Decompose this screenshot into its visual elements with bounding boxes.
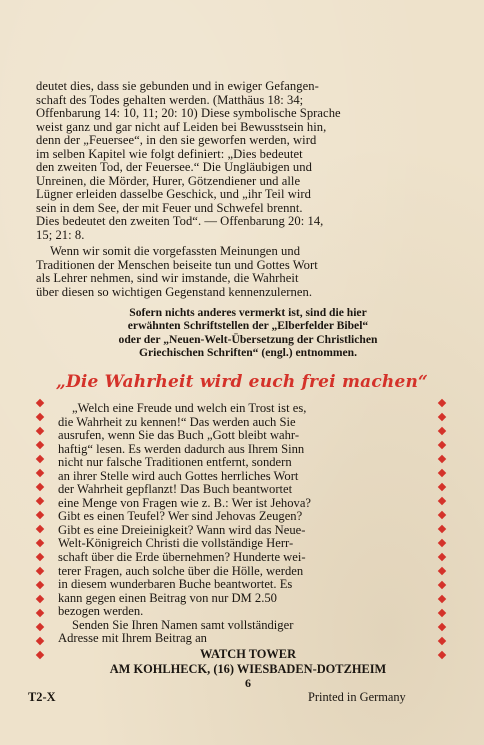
text-line: weist ganz und gar nicht auf Leiden bei Bewusstsein hin, (36, 119, 327, 134)
text-line: Gibt es einen Teufel? Wer sind Jehovas Zeugen? (58, 509, 303, 524)
text-line: deutet dies, dass sie gebunden und in ewiger Gefangen- (36, 79, 319, 93)
left-decorative-dots (37, 400, 45, 665)
decorative-dot (438, 427, 446, 435)
document-code: T2-X (28, 690, 56, 704)
text-line: sein in dem See, der mit Feuer und Schwefel brennt. (36, 200, 303, 215)
decorative-dot (36, 623, 44, 631)
text-line: die Wahrheit zu kennen!“ Das werden auch Sie (58, 414, 296, 429)
text-line: der Wahrheit gepflanzt! Das Buch beantwortet (58, 482, 293, 497)
page-number: 6 (245, 676, 251, 690)
decorative-dot (36, 539, 44, 547)
paragraph-2 (36, 245, 460, 299)
text-line: Lügner erleiden dasselbe Geschick, und „ihr Teil wird (36, 187, 312, 202)
text-line: schaft des Todes gehalten werden. (Matthäus 18: 34; (36, 92, 304, 107)
decorative-dot (36, 637, 44, 645)
decorative-dot (438, 497, 446, 505)
decorative-dot (438, 455, 446, 463)
text-line: den zweiten Tod, der Feuersee.“ Die Ungläubigen und (36, 160, 312, 175)
decorative-dot (36, 441, 44, 449)
text-line: in diesem wunderbaren Buche beantwortet. Es (58, 577, 293, 592)
text-line: Traditionen der Menschen beiseite tun und Gottes Wort (36, 257, 318, 272)
decorative-dot (438, 637, 446, 645)
publisher-name: WATCH TOWER (199, 647, 297, 661)
text-line: an ihrer Stelle wird auch Gottes herrliches Wort (58, 468, 299, 483)
text-line: Offenbarung 14: 10, 11; 20: 10) Diese symbolische Sprache (36, 106, 341, 121)
decorative-dot (438, 553, 446, 561)
paragraph-1 (36, 80, 460, 243)
decorative-dot (438, 413, 446, 421)
decorative-dot (438, 511, 446, 519)
text-line: terer Fragen, auch solche über die Hölle, werden (58, 563, 304, 578)
decorative-dot (438, 399, 446, 407)
decorative-dot (36, 553, 44, 561)
decorative-dot (36, 399, 44, 407)
decorative-dot (36, 609, 44, 617)
text-line: schaft über die Erde übernehmen? Hunderte wei- (58, 550, 306, 565)
text-line: denn der „Feuersee“, in den sie geworfen werden, wird (36, 133, 317, 148)
text-line: bezogen werden. (58, 604, 144, 619)
text-line: über diesen so wichtigen Gegenstand kennenzulernen. (36, 284, 313, 299)
decorative-dot (438, 581, 446, 589)
decorative-dot (438, 567, 446, 575)
decorative-dot (438, 469, 446, 477)
decorative-dot (36, 497, 44, 505)
text-line: Adresse mit Ihrem Beitrag an (58, 631, 207, 646)
printed-in-note: Printed in Germany (308, 690, 406, 704)
decorative-dot (36, 469, 44, 477)
text-line: „Welch eine Freude und welch ein Trost ist es, (72, 401, 307, 415)
decorative-dot (438, 525, 446, 533)
text-line: kann gegen einen Beitrag von nur DM 2.50 (58, 590, 277, 605)
text-line: im selben Kapitel wie folgt definiert: „Dies bedeutet (36, 146, 303, 161)
text-line: Gibt es eine Dreieinigkeit? Wann wird das Neue- (58, 522, 306, 537)
text-line: Wenn wir somit die vorgefassten Meinungen und (50, 244, 301, 258)
text-line: Dies bedeutet den zweiten Tod“. — Offenbarung 20: 14, (36, 214, 324, 229)
text-line: ausrufen, wenn Sie das Buch „Gott bleibt wahr- (58, 428, 300, 443)
text-line: eine Menge von Fragen wie z. B.: Wer ist Jehova? (58, 495, 312, 510)
text-line: nicht nur falsche Traditionen entfernt, sondern (58, 455, 292, 470)
decorative-dot (438, 595, 446, 603)
text-line: 15; 21: 8. (36, 228, 85, 243)
text-line: Sofern nichts anderes vermerkt ist, sind die hier (129, 306, 367, 319)
decorative-dot (36, 483, 44, 491)
decorative-dot (438, 623, 446, 631)
publisher-address: AM KOHLHECK, (16) WIESBADEN-DOTZHEIM (109, 662, 387, 676)
decorative-dot (438, 539, 446, 547)
decorative-dot (36, 455, 44, 463)
right-decorative-dots (439, 400, 447, 665)
text-line: Unreinen, die Mörder, Hurer, Götzendiener und alle (36, 173, 301, 188)
sources-note (36, 306, 460, 359)
decorative-dot (36, 595, 44, 603)
decorative-dot (36, 511, 44, 519)
text-line: als Lehrer nehmen, sind wir imstande, die Wahrheit (36, 271, 299, 286)
decorative-dot (36, 581, 44, 589)
decorative-dot (36, 427, 44, 435)
text-line: oder der „Neuen-Welt-Übersetzung der Christlichen (118, 332, 378, 346)
decorative-dot (438, 483, 446, 491)
text-line: haftig“ lesen. Es werden dadurch aus Ihrem Sinn (58, 441, 305, 456)
text-line: erwähnten Schriftstellen der „Elberfelder Bibel“ (127, 319, 369, 333)
decorative-dot (438, 441, 446, 449)
text-line: Griechischen Schriften“ (engl.) entnommen. (139, 345, 357, 359)
ad-body (58, 402, 432, 646)
decorative-dot (36, 567, 44, 575)
ad-banner-title: „Die Wahrheit wird euch frei machen“ (55, 372, 429, 392)
decorative-dot (36, 525, 44, 533)
text-line: Senden Sie Ihren Namen samt vollständiger (72, 617, 294, 632)
decorative-dot (438, 609, 446, 617)
text-line: Welt-Königreich Christi die vollständige Herr- (58, 536, 294, 551)
decorative-dot (36, 413, 44, 421)
